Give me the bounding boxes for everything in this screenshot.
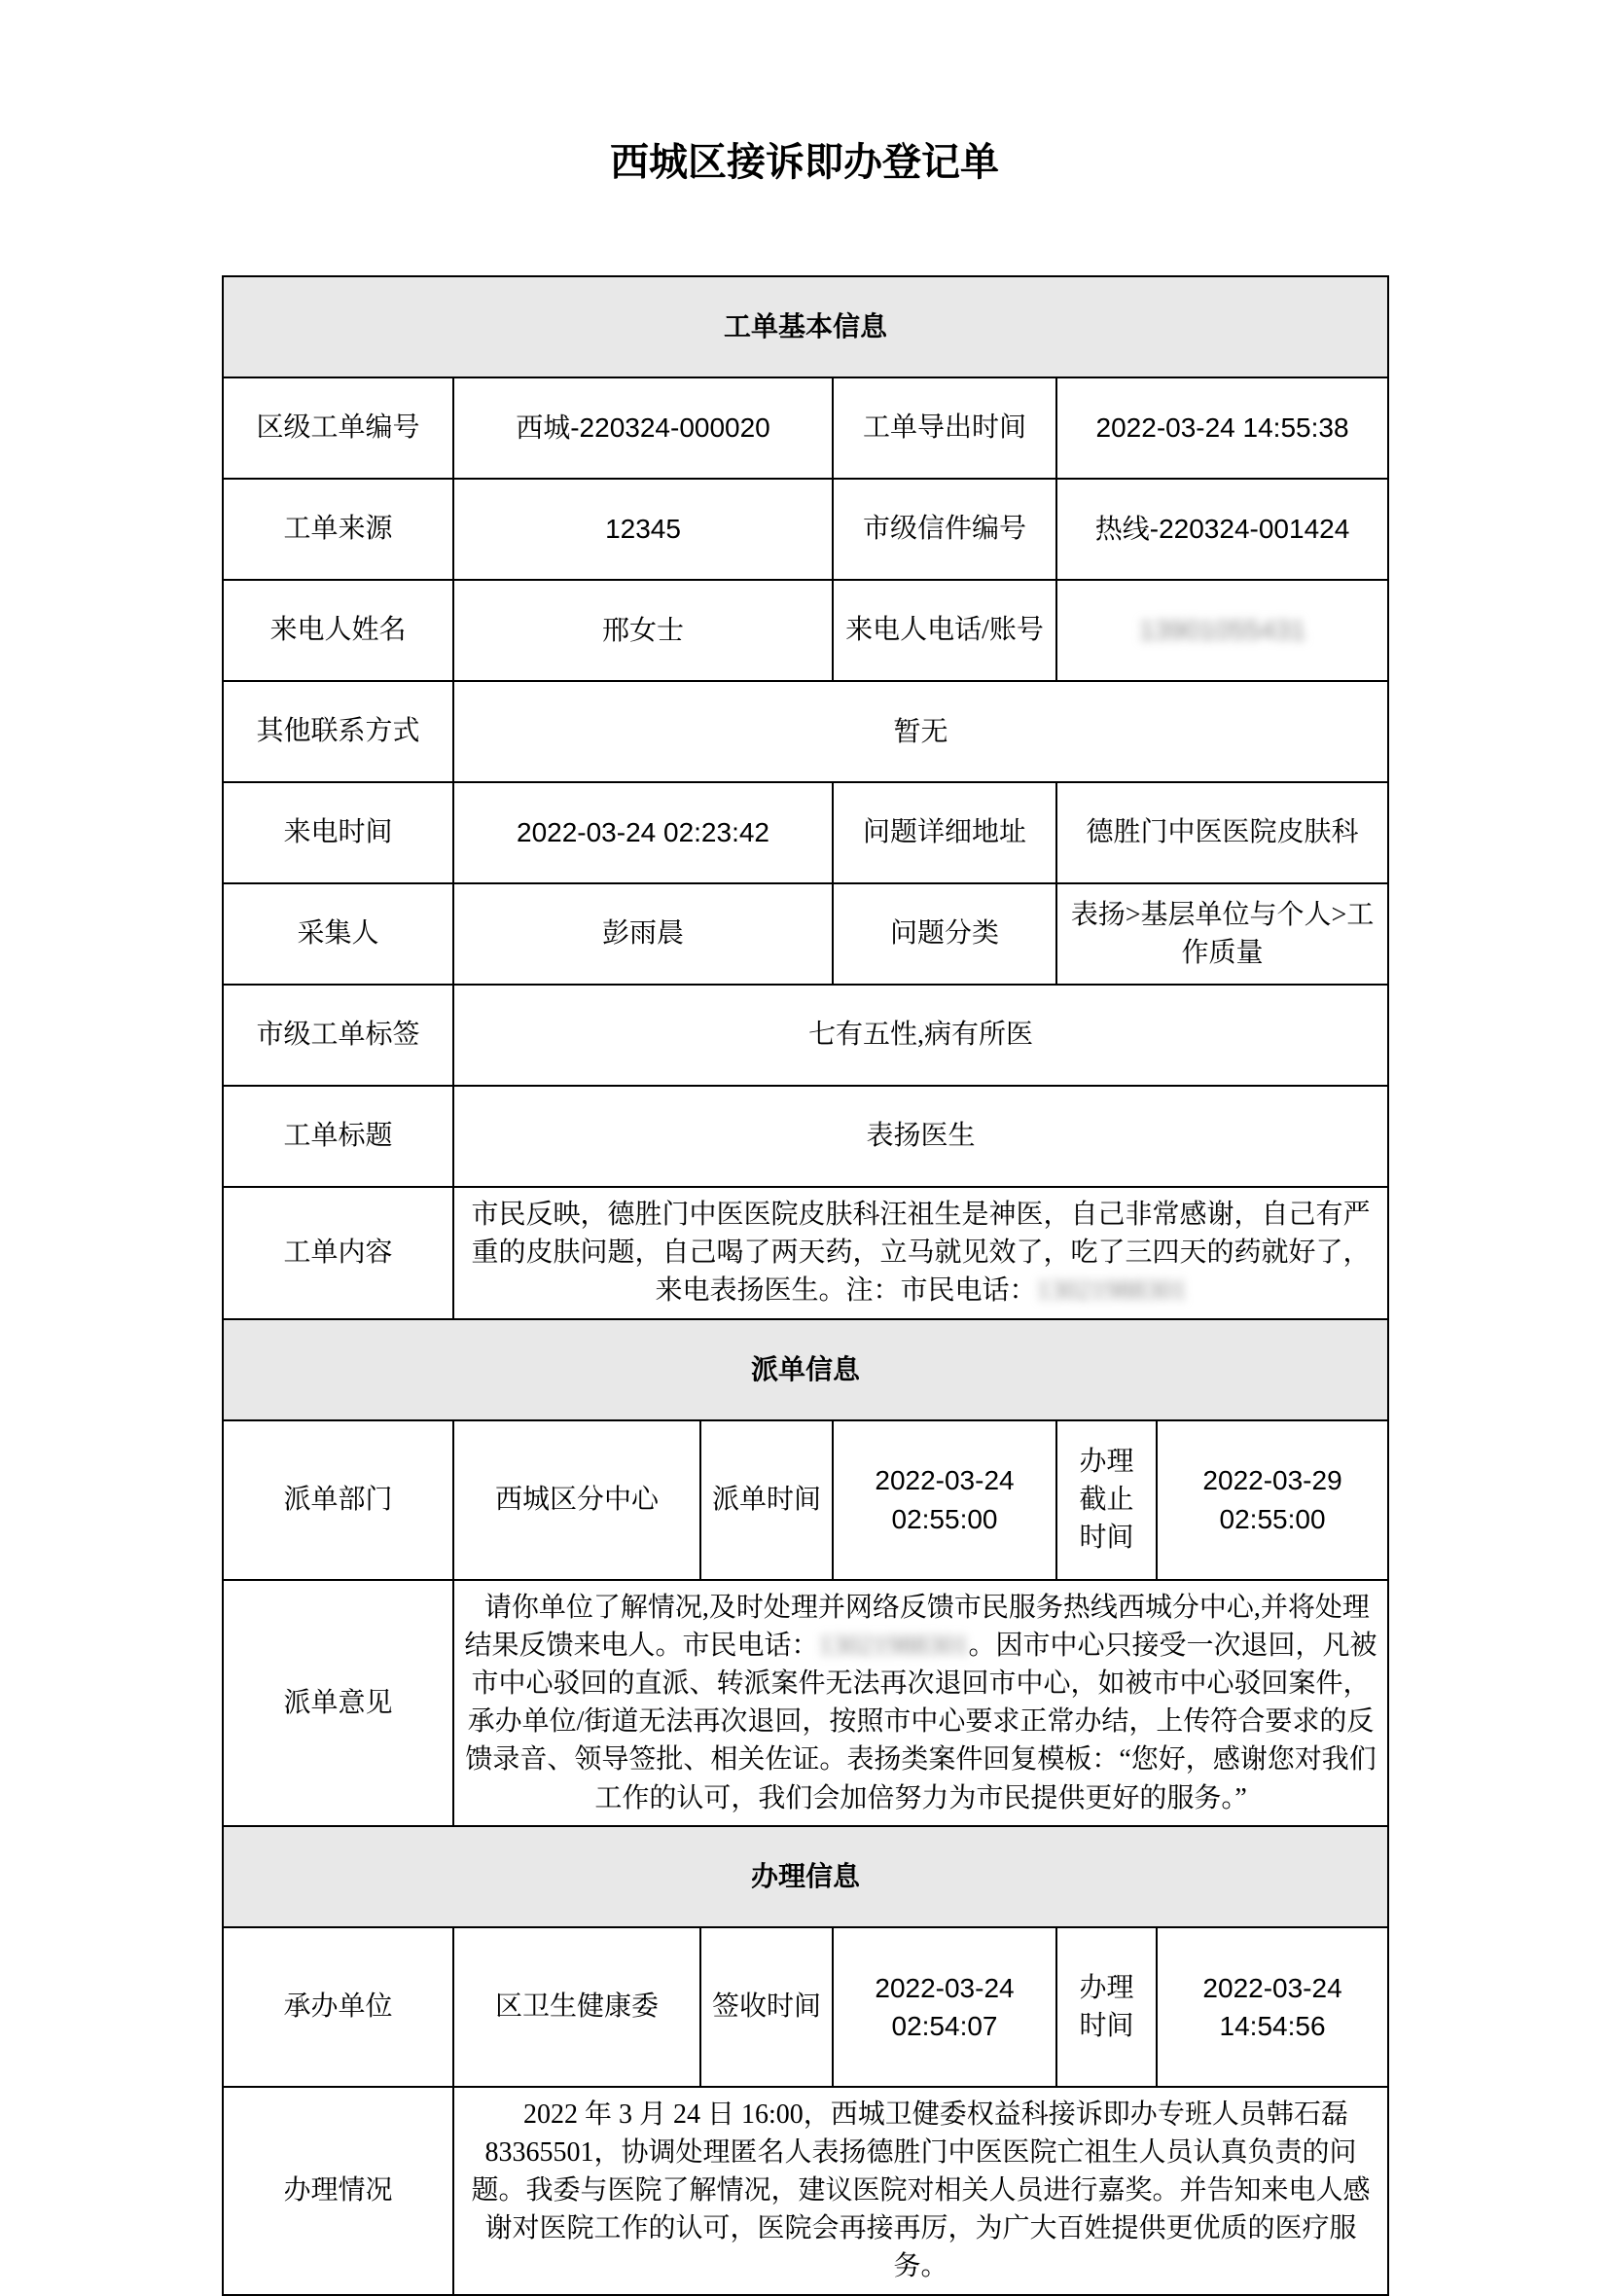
table-row [223, 1420, 1388, 1580]
table-row [223, 1086, 1388, 1187]
caller-name-label: 来电人姓名 [223, 580, 453, 681]
other-contact-label: 其他联系方式 [223, 681, 453, 782]
deadline-label: 办理截止时间 [1056, 1420, 1157, 1580]
handling-result-label: 办理情况 [223, 2087, 453, 2295]
order-content-label: 工单内容 [223, 1187, 453, 1319]
section-header-dispatch-info: 派单信息 [223, 1319, 1388, 1420]
problem-address-value: 德胜门中医医院皮肤科 [1056, 782, 1388, 883]
blurred-phone-number: 13021988301 [818, 1630, 969, 1661]
order-content-value [453, 1187, 1388, 1319]
order-content-text: 市民反映，德胜门中医医院皮肤科汪祖生是神医，自己非常感谢，自己有严重的皮肤问题，自己喝了两天药，立马就见效了，吃了三四天的药就好了，来电表扬医生。注：市民电话： [471, 1200, 1371, 1307]
order-source-label: 工单来源 [223, 479, 453, 580]
problem-category-value: 表扬>基层单位与个人>工作质量 [1056, 883, 1388, 985]
caller-phone-label: 来电人电话/账号 [833, 580, 1056, 681]
order-source-value: 12345 [453, 479, 833, 580]
city-letter-no-value: 热线-220324-001424 [1056, 479, 1388, 580]
problem-address-label: 问题详细地址 [833, 782, 1056, 883]
district-order-no-label: 区级工单编号 [223, 377, 453, 479]
deadline-value: 2022-03-29 02:55:00 [1157, 1420, 1388, 1580]
handling-result-text: 2022 年 3 月 24 日 16:00，西城卫健委权益科接诉即办专班人员韩石磊83365501，协调处理匿名人表扬德胜门中医医院亡祖生人员认真负责的问题。我委与医院了解情况，建议医院对相关人员进行嘉奖。并告知来电人感谢对医院工作的认可，医院会再接再厉，为广大百姓提供更优质的医疗服务。 [471, 2099, 1371, 2282]
table-row [223, 985, 1388, 1086]
table-row [223, 580, 1388, 681]
blurred-phone-number: 13021988301 [1036, 1275, 1187, 1307]
section-header-handling-info: 办理信息 [223, 1826, 1388, 1927]
work-order-table [222, 275, 1389, 2296]
dispatch-opinion-text [464, 1589, 1377, 1817]
section-row-dispatch-info [223, 1319, 1388, 1420]
collector-value: 彭雨晨 [453, 883, 833, 985]
table-row [223, 1580, 1388, 1826]
sign-time-label: 签收时间 [700, 1927, 833, 2087]
handling-unit-value: 区卫生健康委 [453, 1927, 700, 2087]
city-order-tag-label: 市级工单标签 [223, 985, 453, 1086]
dispatch-dept-value: 西城区分中心 [453, 1420, 700, 1580]
handle-time-value: 2022-03-24 14:54:56 [1157, 1927, 1388, 2087]
city-letter-no-label: 市级信件编号 [833, 479, 1056, 580]
collector-label: 采集人 [223, 883, 453, 985]
dispatch-opinion-value [453, 1580, 1388, 1826]
order-title-label: 工单标题 [223, 1086, 453, 1187]
dispatch-time-value: 2022-03-24 02:55:00 [833, 1420, 1056, 1580]
dispatch-time-label: 派单时间 [700, 1420, 833, 1580]
problem-category-label: 问题分类 [833, 883, 1056, 985]
table-row [223, 1927, 1388, 2087]
dispatch-opinion-label: 派单意见 [223, 1580, 453, 1826]
section-row-basic-info [223, 276, 1388, 377]
call-time-value: 2022-03-24 02:23:42 [453, 782, 833, 883]
handling-result-value [453, 2087, 1388, 2295]
blurred-phone-number: 13901055431 [1138, 615, 1306, 646]
sign-time-value: 2022-03-24 02:54:07 [833, 1927, 1056, 2087]
dispatch-opinion-pre: 请你单位了解情况,及时处理并网络反馈市民服务热线西城分中心,并将处理结果反馈来电人。市民电话： [464, 1592, 1370, 1661]
city-order-tag-value: 七有五性,病有所医 [453, 985, 1388, 1086]
page-title: 西城区接诉即办登记单 [610, 140, 999, 184]
caller-name-value: 邢女士 [453, 580, 833, 681]
table-row [223, 377, 1388, 479]
district-order-no-value: 西城-220324-000020 [453, 377, 833, 479]
export-time-label: 工单导出时间 [833, 377, 1056, 479]
table-row [223, 782, 1388, 883]
document-page [222, 0, 1387, 2296]
table-row [223, 883, 1388, 985]
export-time-value: 2022-03-24 14:55:38 [1056, 377, 1388, 479]
caller-phone-value [1056, 580, 1388, 681]
table-row [223, 681, 1388, 782]
handling-unit-label: 承办单位 [223, 1927, 453, 2087]
order-title-value: 表扬医生 [453, 1086, 1388, 1187]
section-header-basic-info: 工单基本信息 [223, 276, 1388, 377]
section-row-handling-info [223, 1826, 1388, 1927]
other-contact-value: 暂无 [453, 681, 1388, 782]
dispatch-dept-label: 派单部门 [223, 1420, 453, 1580]
call-time-label: 来电时间 [223, 782, 453, 883]
dispatch-opinion-post: 。因市中心只接受一次退回，凡被市中心驳回的直派、转派案件无法再次退回市中心，如被市中心驳回案件，承办单位/街道无法再次退回，按照市中心要求正常办结，上传符合要求的反馈录音、领导签批、相关佐证。表扬类案件回复模板：“您好，感谢您对我们工作的认可，我们会加倍努力为市民提供更好的服务。” [465, 1630, 1377, 1813]
handle-time-label: 办理时间 [1056, 1927, 1157, 2087]
table-row [223, 2087, 1388, 2295]
table-row [223, 1187, 1388, 1319]
table-row [223, 479, 1388, 580]
